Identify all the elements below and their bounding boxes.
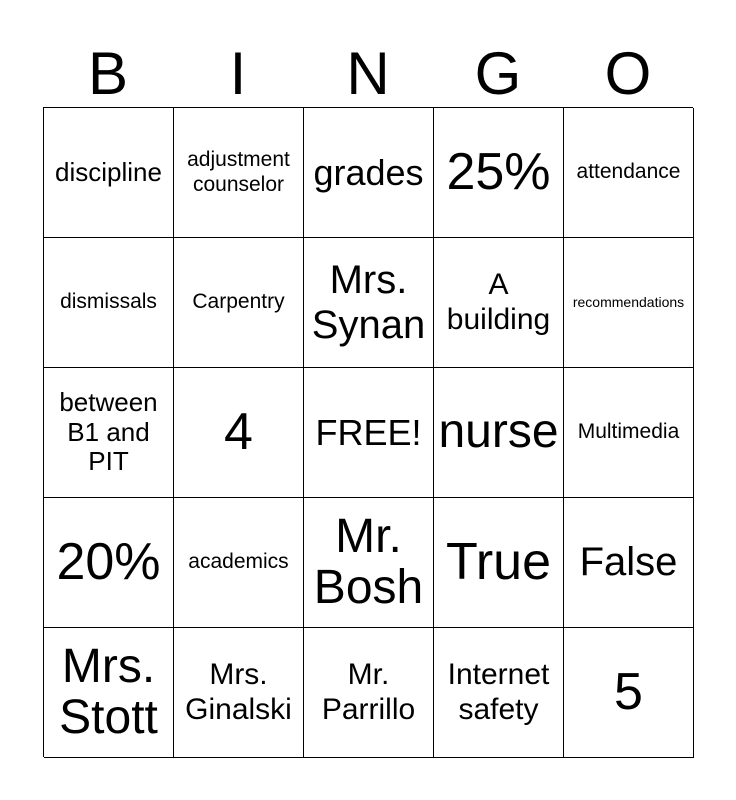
bingo-cell-r4-c3[interactable]: [304, 498, 434, 628]
bingo-header: [43, 40, 693, 108]
bingo-free-space[interactable]: [304, 368, 434, 498]
bingo-cell-r2-c3[interactable]: [304, 238, 434, 368]
bingo-cell-r5-c2[interactable]: [174, 628, 304, 758]
header-letter-n: N: [346, 40, 390, 107]
bingo-cell-r3-c5[interactable]: [564, 368, 694, 498]
header-letter-b: B: [87, 40, 129, 107]
cell-text: 4: [224, 402, 253, 461]
header-letter-g: G: [474, 40, 522, 107]
cell-text: Mr. Parrillo: [321, 658, 416, 726]
bingo-cell-r5-c1[interactable]: [44, 628, 174, 758]
cell-text: attendance: [576, 160, 681, 184]
bingo-cell-r5-c5[interactable]: [564, 628, 694, 758]
bingo-cell-r4-c5[interactable]: [564, 498, 694, 628]
cell-text: Mrs. Synan: [311, 257, 426, 347]
cell-text: 5: [614, 662, 643, 721]
bingo-cell-r5-c4[interactable]: [434, 628, 564, 758]
bingo-cell-r3-c2[interactable]: [174, 368, 304, 498]
cell-text: True: [446, 532, 551, 591]
bingo-cell-r1-c3[interactable]: [304, 108, 434, 238]
cell-text: Mrs. Ginalski: [185, 658, 292, 726]
bingo-cell-r2-c1[interactable]: [44, 238, 174, 368]
bingo-cell-r4-c2[interactable]: [174, 498, 304, 628]
cell-text: Multimedia: [577, 420, 680, 444]
bingo-cell-r3-c4[interactable]: [434, 368, 564, 498]
bingo-board: [43, 107, 693, 757]
cell-text: grades: [313, 151, 424, 193]
cell-text: 25%: [446, 142, 551, 201]
bingo-cell-r2-c5[interactable]: [564, 238, 694, 368]
cell-text: FREE!: [315, 411, 422, 453]
cell-text: Carpentry: [192, 290, 285, 314]
cell-text: recommendations: [572, 294, 685, 311]
cell-text: Internet safety: [447, 658, 550, 726]
cell-text: academics: [188, 550, 289, 574]
bingo-cell-r1-c4[interactable]: [434, 108, 564, 238]
bingo-cell-r1-c5[interactable]: [564, 108, 694, 238]
bingo-cell-r2-c2[interactable]: [174, 238, 304, 368]
cell-text: Mrs. Stott: [59, 640, 158, 744]
cell-text: adjustment counselor: [187, 148, 290, 196]
cell-text: between B1 and PIT: [59, 386, 158, 477]
bingo-cell-r3-c1[interactable]: [44, 368, 174, 498]
cell-text: Mr. Bosh: [313, 510, 424, 614]
bingo-cell-r5-c3[interactable]: [304, 628, 434, 758]
bingo-cell-r2-c4[interactable]: [434, 238, 564, 368]
cell-text: nurse: [438, 405, 559, 459]
cell-text: discipline: [55, 156, 162, 187]
header-letter-i: I: [229, 40, 247, 107]
cell-text: False: [579, 540, 678, 585]
bingo-cell-r1-c2[interactable]: [174, 108, 304, 238]
cell-text: dismissals: [60, 290, 157, 314]
bingo-cell-r4-c1[interactable]: [44, 498, 174, 628]
cell-text: 20%: [56, 532, 161, 591]
header-letter-o: O: [604, 40, 652, 107]
bingo-cell-r1-c1[interactable]: [44, 108, 174, 238]
cell-text: A building: [446, 268, 551, 336]
bingo-cell-r4-c4[interactable]: [434, 498, 564, 628]
